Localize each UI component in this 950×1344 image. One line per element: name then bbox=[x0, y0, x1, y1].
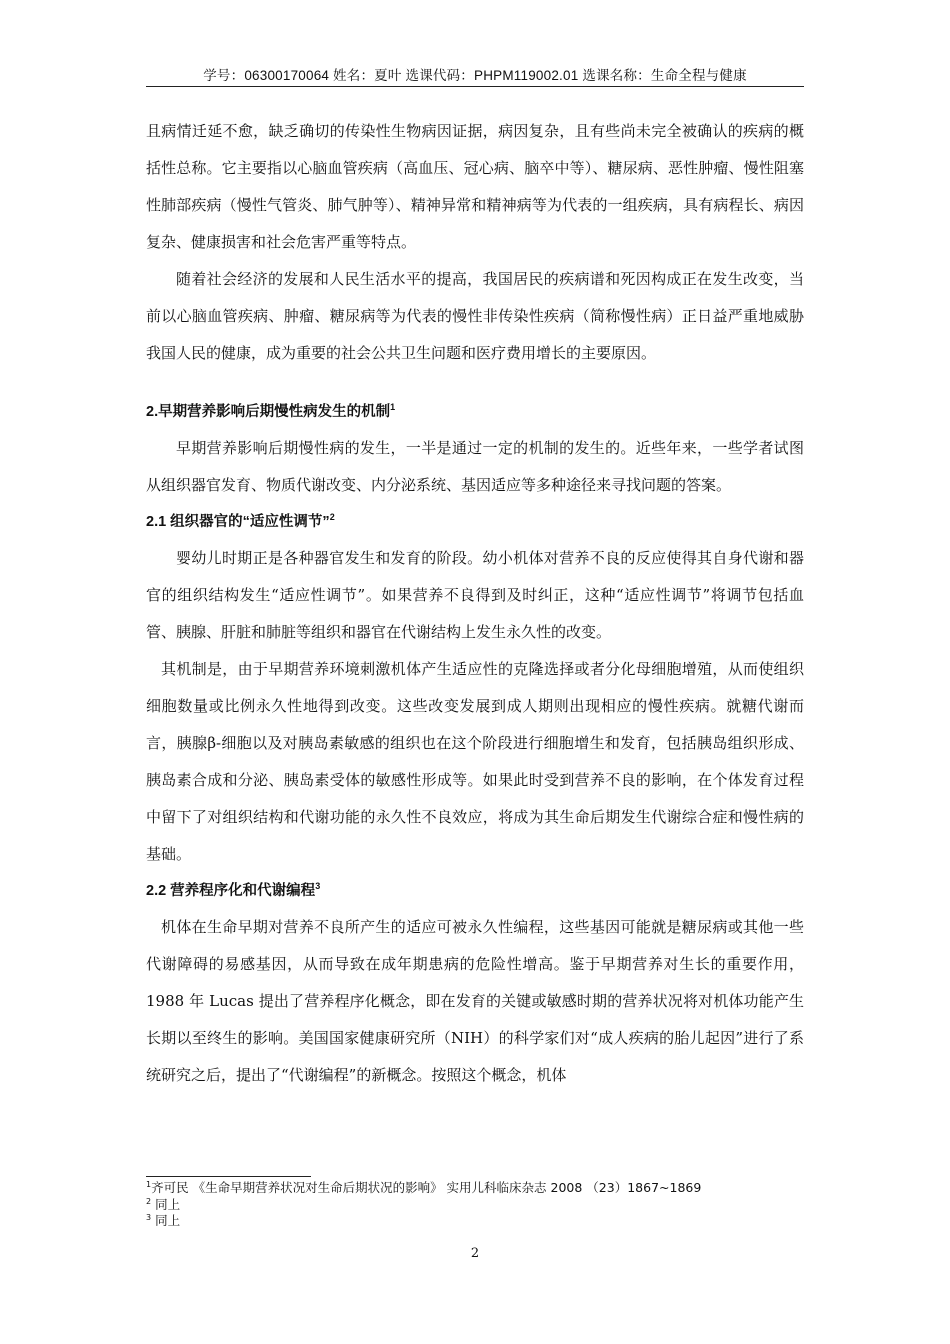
paragraph-chronic-disease-trend: 随着社会经济的发展和人民生活水平的提高，我国居民的疾病谱和死因构成正在发生改变，当前以心脑血管疾病、肿瘤、糖尿病等为代表的慢性非传染性疾病（简称慢性病）正日益严重地威胁我国人民的健康，成为重要的社会公共卫生问题和医疗费用增长的主要原因。 bbox=[146, 270, 804, 362]
page-body bbox=[146, 113, 804, 1094]
footnote-text: 同上 bbox=[155, 1196, 181, 1212]
footnote-number: 2 bbox=[146, 1196, 152, 1206]
footnote-ref-1: 1 bbox=[390, 402, 396, 413]
footnote-item bbox=[146, 1180, 826, 1197]
section-heading-2 bbox=[146, 394, 804, 430]
paragraph-metabolic-programming: 机体在生命早期对营养不良所产生的适应可被永久性编程，这些基因可能就是糖尿病或其他一些代谢障碍的易感基因，从而导致在成年期患病的危险性增高。鉴于早期营养对生长的重要作用，1988 年 Lucas 提出了营养程序化概念，即在发育的关键或敏感时期的营养状况将对机体功能产生长期以至终生的影响。美国国家健康研究所（NIH）的科学家们对“成人疾病的胎儿起因”进行了系统研究之后，提出了“代谢编程”的新概念。按照这个概念，机体 bbox=[146, 918, 804, 1084]
footnote-item bbox=[146, 1213, 826, 1230]
footnote-text: 同上 bbox=[155, 1213, 181, 1228]
footnote-divider bbox=[146, 1176, 311, 1177]
page-number: 2 bbox=[470, 1246, 480, 1261]
paragraph-infant-organs: 婴幼儿时期正是各种器官发生和发育的阶段。幼小机体对营养不良的反应使得其自身代谢和器官的组织结构发生“适应性调节”。如果营养不良得到及时纠正，这种“适应性调节”将调节包括血管、胰腺、肝脏和肺脏等组织和器官在代谢结构上发生永久性的改变。 bbox=[146, 549, 804, 641]
footnote-item bbox=[146, 1197, 826, 1214]
paragraph-continued: 且病情迁延不愈，缺乏确切的传染性生物病因证据，病因复杂，且有些尚未完全被确认的疾病的概括性总称。它主要指以心脑血管疾病（高血压、冠心病、脑卒中等）、糖尿病、恶性肿瘤、慢性阻塞性肺部疾病（慢性气管炎、肺气肿等）、精神异常和精神病等为代表的一组疾病，具有病程长、病因复杂、健康损害和社会危害严重等特点。 bbox=[146, 122, 804, 251]
footnote-ref-3: 3 bbox=[315, 881, 321, 892]
section-spacer bbox=[146, 372, 804, 394]
footnote-number: 1 bbox=[146, 1179, 152, 1189]
section-heading-2-text: 2.早期营养影响后期慢性病发生的机制 bbox=[146, 404, 391, 420]
section-heading-2-2 bbox=[146, 873, 804, 909]
paragraph-mechanism-detail: 其机制是，由于早期营养环境刺激机体产生适应性的克隆选择或者分化母细胞增殖，从而使组织细胞数量或比例永久性地得到改变。这些改变发展到成人期则出现相应的慢性疾病。就糖代谢而言，胰腺β-细胞以及对胰岛素敏感的组织也在这个阶段进行细胞增生和发育，包括胰岛组织形成、胰岛素合成和分泌、胰岛素受体的敏感性形成等。如果此时受到营养不良的影响，在个体发育过程中留下了对组织结构和代谢功能的永久性不良效应，将成为其生命后期发生代谢综合症和慢性病的基础。 bbox=[146, 660, 804, 863]
footnotes bbox=[146, 1180, 826, 1230]
footnote-ref-2: 2 bbox=[329, 512, 335, 523]
footnote-number: 3 bbox=[146, 1212, 152, 1222]
section-heading-2-1 bbox=[146, 504, 804, 540]
footnote-text: 齐可民 《生命早期营养状况对生命后期状况的影响》 实用儿科临床杂志 2008 （23）1867~1869 bbox=[151, 1180, 702, 1195]
paragraph-mechanism-intro: 早期营养影响后期慢性病的发生，一半是通过一定的机制的发生的。近些年来，一些学者试图从组织器官发育、物质代谢改变、内分泌系统、基因适应等多种途径来寻找问题的答案。 bbox=[146, 439, 804, 494]
page-header: 学号：06300170064 姓名：夏叶 选课代码：PHPM119002.01 选课名称：生命全程与健康 bbox=[203, 68, 747, 83]
section-heading-2-2-text: 2.2 营养程序化和代谢编程 bbox=[146, 883, 316, 899]
header-divider bbox=[146, 86, 804, 87]
section-heading-2-1-text: 2.1 组织器官的“适应性调节” bbox=[146, 514, 330, 530]
